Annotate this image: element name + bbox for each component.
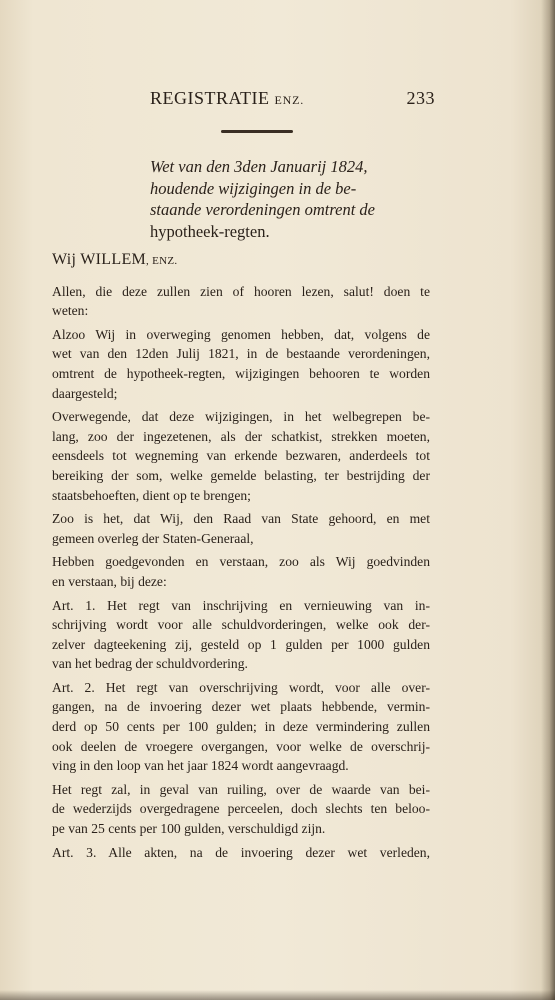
law-title-line: hypotheek-regten.: [150, 221, 270, 241]
law-title: [150, 156, 440, 242]
paragraph: Allen, die deze zullen zien of hooren lezen, salut! doen te weten:: [52, 283, 430, 319]
law-title-line: houdende wijzigingen in de be-: [150, 178, 357, 198]
page-header: [150, 88, 435, 110]
paragraph: Alzoo Wij in overweging genomen hebben, dat, volgens de wet van den 12den Julij 1821, in de bestaande verordeningen, omtrent de hypotheek-regten, wijzigingen behooren te worden daargesteld;: [52, 326, 430, 401]
law-title-line: Wet van den 3den Januarij 1824,: [150, 157, 368, 176]
enactment-formula: Wij WILLEM, ENZ.: [52, 251, 178, 268]
article-3: Art. 3. Alle akten, na de invoering dezer wet verleden,: [52, 844, 430, 860]
page-number: 233: [406, 88, 435, 108]
paragraph: Het regt zal, in geval van ruiling, over de waarde van bei- de wederzijds overgedragene perceelen, doch slechts ten beloo- pe van 25 cents per 100 gulden, verschuldigd zijn.: [52, 781, 430, 837]
paragraph: Overwegende, dat deze wijzigingen, in het welbegrepen be- lang, zoo der ingezetenen, als der schatkist, strekken moeten, eensdeels tot wegneming van erkende bezwaren, anderdeels tot bereiking der som, welke gemelde belasting, ter bestrijding der staatsbehoeften, dient op te brengen;: [52, 409, 430, 503]
article-2: Art. 2. Het regt van overschrijving wordt, voor alle over- gangen, na de invoering dezer wet plaats hebbende, vermin- derd op 50 cents per 100 gulden; in deze vermindering zullen ook deelen de vroegere overgangen, voor welke de overschrij- ving in den loop van het jaar 1824 wordt aangevraagd.: [52, 679, 430, 774]
law-title-line: staande verordeningen omtrent de: [150, 200, 375, 219]
article-1: Art. 1. Het regt van inschrijving en vernieuwing van in- schrijving wordt voor alle schuldvorderingen, welke ook der- zelver dagteekening zij, gesteld op 1 gulden per 1000 gulden van het bedrag der schuldvordering.: [52, 597, 430, 672]
paragraph: Zoo is het, dat Wij, den Raad van State gehoord, en met gemeen overleg der Staten-Generaal,: [52, 511, 430, 546]
body-text: [52, 250, 430, 866]
decorative-rule: [221, 130, 293, 133]
paragraph: Hebben goedgevonden en verstaan, zoo als Wij goedvinden en verstaan, bij deze:: [52, 554, 430, 589]
running-title: REGISTRATIE ENZ.: [150, 88, 305, 108]
